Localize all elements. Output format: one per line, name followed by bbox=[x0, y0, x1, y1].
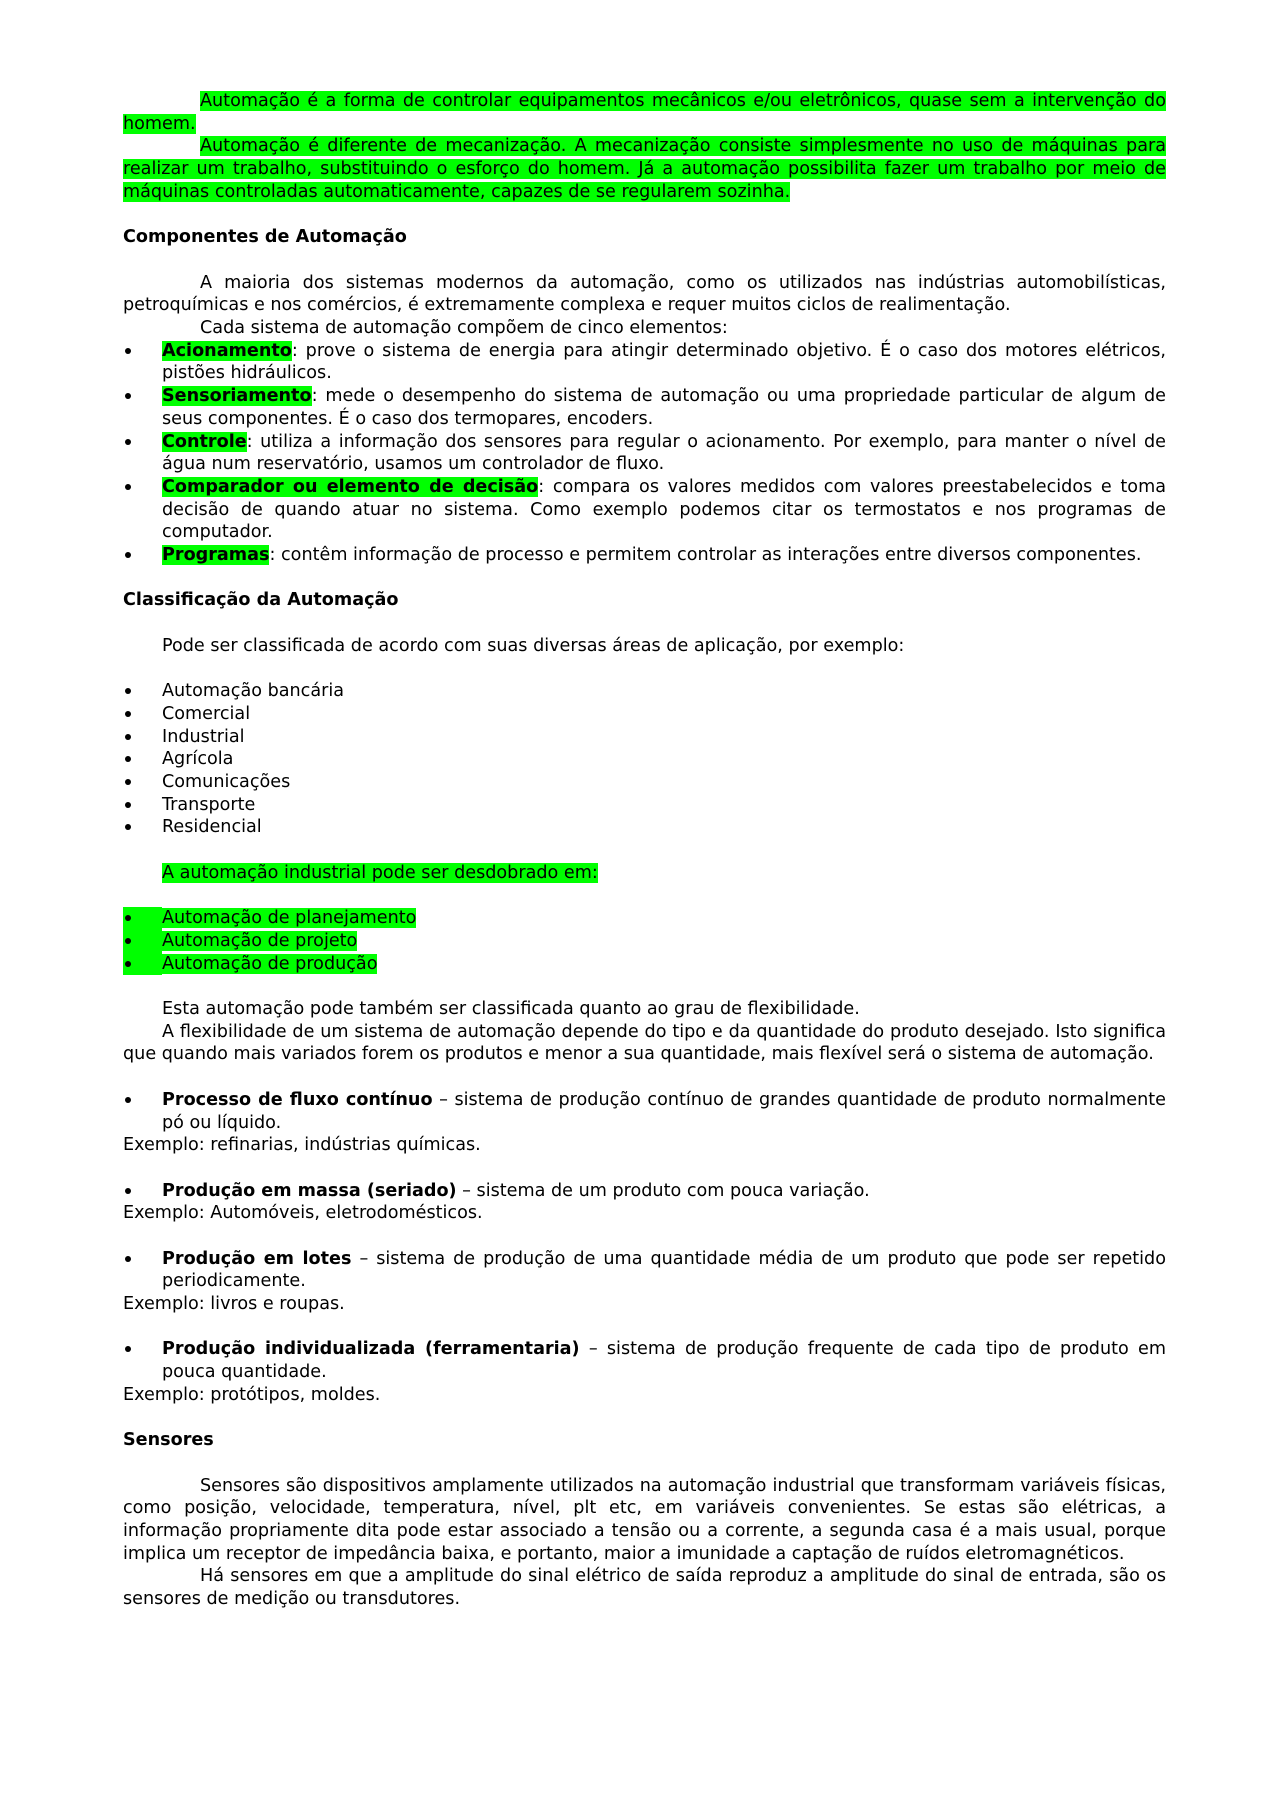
list-item-text: : contêm informação de processo e permitem controlar as interações entre diversos componentes. bbox=[269, 545, 1142, 566]
list-item bbox=[123, 340, 1166, 385]
flexibilidade-paragraph-1: Esta automação pode também ser classificada quanto ao grau de flexibilidade. bbox=[162, 999, 860, 1019]
bullet-icon bbox=[123, 907, 162, 930]
list-item bbox=[123, 1180, 1166, 1203]
list-item-text: : mede o desempenho do sistema de automação ou uma propriedade particular de algum de seus componentes. É o caso dos termopares, encoders. bbox=[162, 386, 1166, 429]
section-heading-componentes: Componentes de Automação bbox=[123, 227, 407, 248]
bullet-icon bbox=[123, 748, 162, 771]
bullet-icon bbox=[123, 703, 162, 726]
industrial-list bbox=[123, 907, 1166, 975]
list-item-text: – sistema de produção de uma quantidade média de um produto que pode ser repetido periodicamente. bbox=[162, 1248, 1166, 1292]
list-item-term: Acionamento bbox=[162, 340, 292, 361]
document-page bbox=[123, 90, 1166, 1611]
processo-list bbox=[123, 1248, 1166, 1293]
example-line: Exemplo: Automóveis, eletrodomésticos. bbox=[123, 1203, 483, 1224]
list-item-term: Programas bbox=[162, 545, 270, 566]
list-item-text: Industrial bbox=[162, 726, 245, 747]
industrial-intro bbox=[123, 862, 1166, 885]
list-item bbox=[123, 771, 1166, 794]
list-item bbox=[123, 476, 1166, 544]
list-item bbox=[123, 907, 1166, 930]
processo-list bbox=[123, 1180, 1166, 1203]
bullet-icon bbox=[123, 794, 162, 817]
bullet-icon bbox=[123, 1089, 162, 1112]
bullet-icon bbox=[123, 680, 162, 703]
bullet-icon bbox=[123, 953, 162, 976]
list-item-text: Agrícola bbox=[162, 749, 234, 770]
list-item bbox=[123, 1248, 1166, 1293]
bullet-icon bbox=[123, 726, 162, 749]
processo-list bbox=[123, 1338, 1166, 1383]
list-item-text: Transporte bbox=[162, 794, 256, 815]
list-item-text: Residencial bbox=[162, 817, 262, 838]
highlighted-text: Automação é a forma de controlar equipamentos mecânicos e/ou eletrônicos, quase sem a intervenção do homem. bbox=[123, 91, 1166, 134]
example-line: Exemplo: protótipos, moldes. bbox=[123, 1384, 381, 1405]
list-item bbox=[123, 794, 1166, 817]
bullet-icon bbox=[123, 1248, 162, 1271]
list-item-text: – sistema de produção frequente de cada tipo de produto em pouca quantidade. bbox=[162, 1339, 1166, 1383]
list-item-text: Automação bancária bbox=[162, 681, 345, 702]
list-item-text: – sistema de produção contínuo de grandes quantidade de produto normalmente pó ou líquido. bbox=[162, 1089, 1166, 1133]
list-item bbox=[123, 385, 1166, 430]
bullet-icon bbox=[123, 431, 162, 454]
classificacao-intro: Pode ser classificada de acordo com suas diversas áreas de aplicação, por exemplo: bbox=[162, 635, 905, 656]
list-item-text: Comercial bbox=[162, 703, 251, 724]
list-item-term: Sensoriamento bbox=[162, 386, 312, 407]
list-item bbox=[123, 953, 1166, 976]
highlighted-text: A automação industrial pode ser desdobrado em: bbox=[162, 862, 598, 883]
list-item bbox=[123, 1089, 1166, 1134]
list-item bbox=[123, 726, 1166, 749]
bullet-icon bbox=[123, 1338, 162, 1361]
list-item-text: – sistema de um produto com pouca variação. bbox=[456, 1180, 870, 1201]
list-item-term: Produção individualizada (ferramentaria) bbox=[162, 1339, 580, 1360]
list-item bbox=[123, 544, 1166, 567]
intro-paragraph-2 bbox=[123, 135, 1166, 203]
bullet-icon bbox=[123, 476, 162, 499]
processo-list bbox=[123, 1089, 1166, 1134]
sensores-paragraph-1: Sensores são dispositivos amplamente utilizados na automação industrial que transformam variáveis físicas, como posição, velocidade, temperatura, nível, plt etc, em variáveis convenientes. Se estas são elétricas, a informação propriamente dita pode estar associado a tensão ou a corrente, a segunda casa é a mais usual, porque implica um receptor de impedância baixa, e portanto, maior a imunidade a captação de ruídos eletromagnéticos. bbox=[123, 1475, 1166, 1564]
list-item-text: : compara os valores medidos com valores preestabelecidos e toma decisão de quando atuar no sistema. Como exemplo podemos citar os termostatos e nos programas de computador. bbox=[162, 476, 1166, 543]
componentes-paragraph-2: Cada sistema de automação compõem de cinco elementos: bbox=[200, 318, 728, 338]
bullet-icon bbox=[123, 340, 162, 363]
componentes-list bbox=[123, 340, 1166, 567]
list-item-term: Produção em massa (seriado) bbox=[162, 1180, 457, 1201]
list-item bbox=[123, 748, 1166, 771]
list-item bbox=[123, 431, 1166, 476]
list-item bbox=[123, 703, 1166, 726]
intro-paragraph-1 bbox=[123, 90, 1166, 135]
flexibilidade-paragraph-2: A flexibilidade de um sistema de automação depende do tipo e da quantidade do produto desejado. Isto significa que quando mais variados forem os produtos e menor a sua quantidade, mais flexível será o sistema de automação. bbox=[123, 1021, 1166, 1065]
areas-list bbox=[123, 680, 1166, 839]
list-item-term: Comparador ou elemento de decisão bbox=[162, 476, 539, 497]
bullet-icon bbox=[123, 816, 162, 839]
list-item bbox=[123, 680, 1166, 703]
list-item-text: : utiliza a informação dos sensores para regular o acionamento. Por exemplo, para manter o nível de água num reservatório, usamos um controlador de fluxo. bbox=[162, 431, 1166, 475]
bullet-icon bbox=[123, 1180, 162, 1203]
list-item-text: Comunicações bbox=[162, 772, 291, 793]
list-item-text: Automação de projeto bbox=[162, 930, 358, 951]
section-heading-sensores: Sensores bbox=[123, 1430, 214, 1451]
list-item bbox=[123, 1338, 1166, 1383]
example-line: Exemplo: refinarias, indústrias químicas. bbox=[123, 1135, 481, 1156]
example-line: Exemplo: livros e roupas. bbox=[123, 1294, 345, 1315]
bullet-icon bbox=[123, 385, 162, 408]
list-item bbox=[123, 930, 1166, 953]
section-heading-classificacao: Classificação da Automação bbox=[123, 590, 399, 611]
list-item-term: Processo de fluxo contínuo bbox=[162, 1089, 433, 1110]
list-item-term: Controle bbox=[162, 431, 247, 452]
list-item-text: Automação de planejamento bbox=[162, 908, 417, 929]
sensores-paragraph-2: Há sensores em que a amplitude do sinal elétrico de saída reproduz a amplitude do sinal de entrada, são os sensores de medição ou transdutores. bbox=[123, 1566, 1166, 1610]
list-item-term: Produção em lotes bbox=[162, 1248, 352, 1269]
list-item-text: Automação de produção bbox=[162, 953, 378, 974]
list-item bbox=[123, 816, 1166, 839]
list-item-text: : prove o sistema de energia para atingir determinado objetivo. É o caso dos motores elétricos, pistões hidráulicos. bbox=[162, 340, 1166, 384]
bullet-icon bbox=[123, 544, 162, 567]
bullet-icon bbox=[123, 930, 162, 953]
highlighted-text: Automação é diferente de mecanização. A mecanização consiste simplesmente no uso de máquinas para realizar um trabalho, substituindo o esforço do homem. Já a automação possibilita fazer um trabalho por meio de máquinas controladas automaticamente, capazes de se regularem sozinha. bbox=[123, 136, 1166, 202]
componentes-paragraph-1: A maioria dos sistemas modernos da automação, como os utilizados nas indústrias automobilísticas, petroquímicas e nos comércios, é extremamente complexa e requer muitos ciclos de realimentação. bbox=[123, 272, 1166, 316]
bullet-icon bbox=[123, 771, 162, 794]
